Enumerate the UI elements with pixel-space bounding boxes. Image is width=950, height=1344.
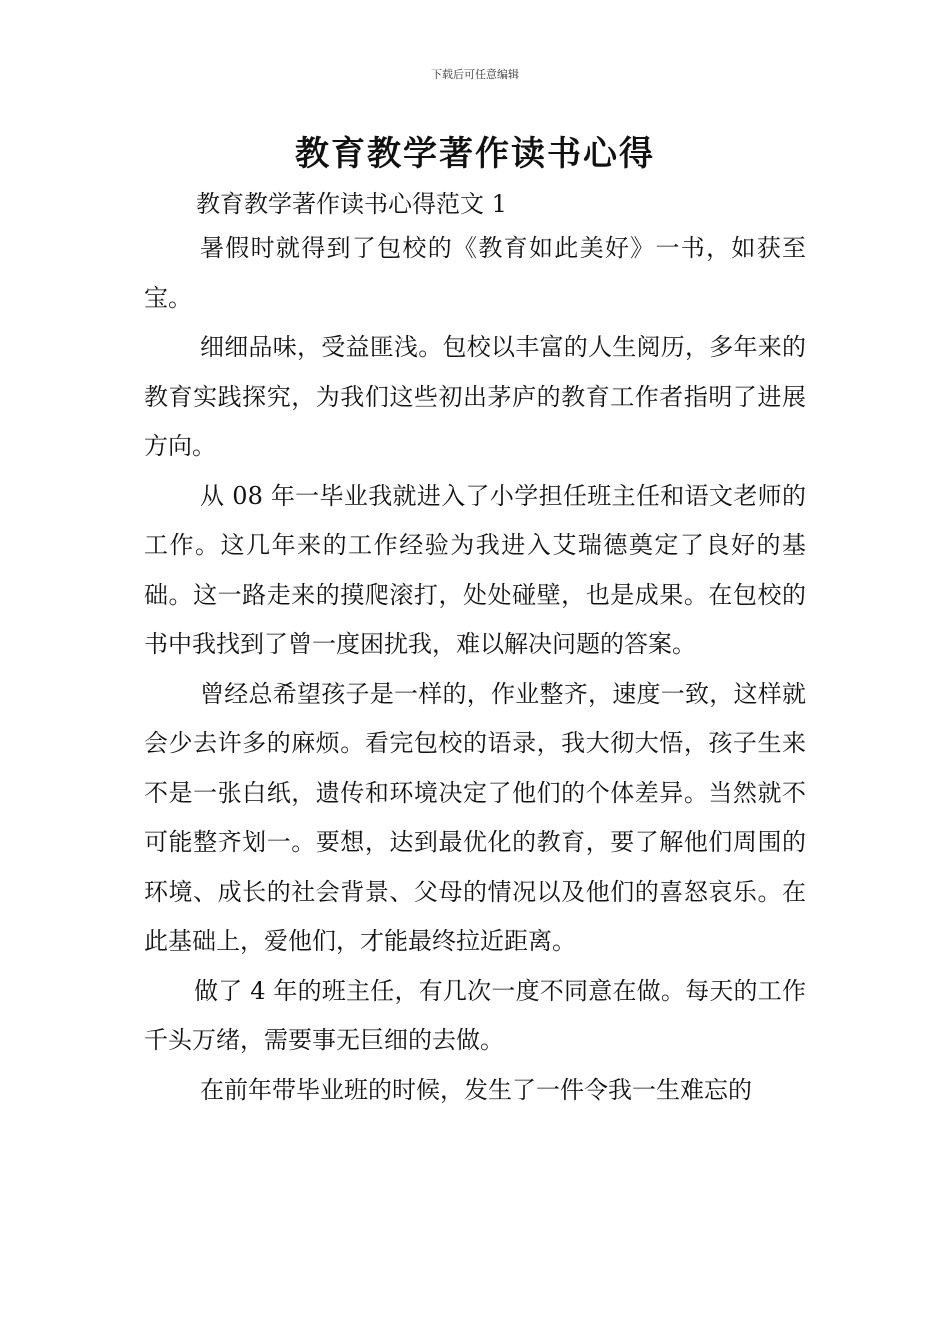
paragraph: 在前年带毕业班的时候，发生了一件令我一生难忘的 xyxy=(200,1075,752,1104)
document-title: 教育教学著作读书心得 xyxy=(295,134,655,174)
paragraph: 细细品味，受益匪浅。包校以丰富的人生阅历，多年来的教育实践探究，为我们这些初出茅庐的教育工作者指明了进展方向。 xyxy=(144,333,806,460)
paragraph: 曾经总希望孩子是一样的，作业整齐，速度一致，这样就会少去许多的麻烦。看完包校的语录，我大彻大悟，孩子生来不是一张白纸，遗传和环境决定了他们的个体差异。当然就不可能整齐划一。要想，达到最优化的教育，要了解他们周围的环境、成长的社会背景、父母的情况以及他们的喜怒哀乐。在此基础上，爱他们，才能最终拉近距离。 xyxy=(144,679,806,955)
paragraph: 暑假时就得到了包校的《教育如此美好》一书，如获至宝。 xyxy=(144,234,806,312)
paragraph: 做了 4 年的班主任，有几次一度不同意在做。每天的工作千头万绪，需要事无巨细的去做。 xyxy=(144,976,806,1054)
body-text xyxy=(144,224,806,1115)
header-note: 下载后可任意编辑 xyxy=(431,68,519,81)
document-subtitle: 教育教学著作读书心得范文 1 xyxy=(196,190,507,218)
paragraph: 从 08 年一毕业我就进入了小学担任班主任和语文老师的工作。这几年来的工作经验为我进入艾瑞德奠定了良好的基础。这一路走来的摸爬滚打，处处碰壁，也是成果。在包校的书中我找到了曾一度困扰我，难以解决问题的答案。 xyxy=(144,481,806,658)
